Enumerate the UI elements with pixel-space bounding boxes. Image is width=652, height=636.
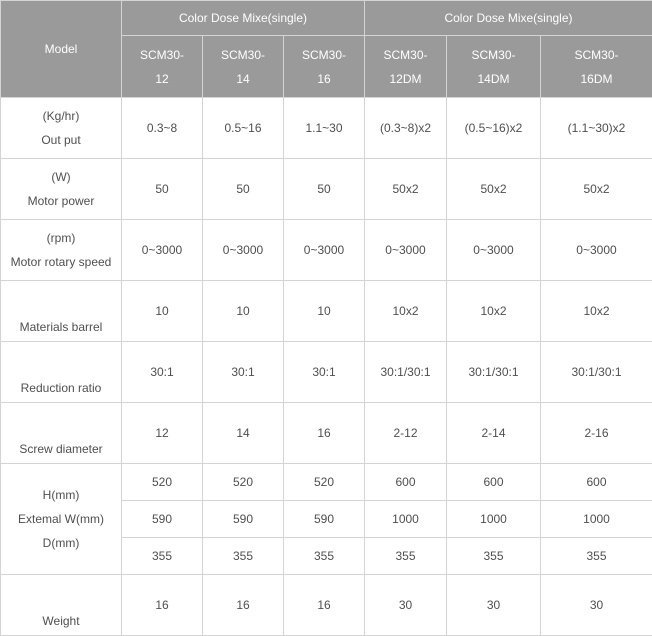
table-cell: 355: [365, 538, 447, 575]
row-screw: [1, 403, 652, 464]
table-cell: 2-14: [447, 403, 541, 464]
row-ratio: [1, 342, 652, 403]
row-speed: [1, 220, 652, 281]
table-cell: 0~3000: [541, 220, 652, 281]
model-name: SCM30- 16DM: [541, 36, 652, 98]
table-cell: 10x2: [447, 281, 541, 342]
table-cell: 600: [365, 464, 447, 501]
table-cell: 0~3000: [284, 220, 365, 281]
table-cell: 590: [203, 501, 284, 538]
table-cell: 590: [122, 501, 203, 538]
row-label: (W) Motor power: [1, 159, 122, 220]
table-cell: 14: [203, 403, 284, 464]
row-label: Materials barrel: [1, 281, 122, 342]
table-cell: 1000: [541, 501, 652, 538]
table-cell: 355: [541, 538, 652, 575]
row-label: Reduction ratio: [1, 342, 122, 403]
table-cell: 10x2: [541, 281, 652, 342]
row-label: (rpm) Motor rotary speed: [1, 220, 122, 281]
table-cell: 1000: [447, 501, 541, 538]
table-cell: 30:1/30:1: [541, 342, 652, 403]
group-header-1: Color Dose Mixe(single): [122, 1, 365, 36]
table-cell: 600: [541, 464, 652, 501]
table-cell: 50: [284, 159, 365, 220]
table-cell: 50: [122, 159, 203, 220]
row-external-h: [1, 464, 652, 501]
table-cell: 10: [284, 281, 365, 342]
table-cell: 30:1/30:1: [365, 342, 447, 403]
row-label: (Kg/hr) Out put: [1, 98, 122, 159]
header-group-row: [1, 1, 652, 36]
table-cell: 30:1: [284, 342, 365, 403]
table-cell: 50x2: [365, 159, 447, 220]
model-name: SCM30- 12: [122, 36, 203, 98]
table-cell: 355: [284, 538, 365, 575]
row-label: H(mm) Extemal W(mm) D(mm): [1, 464, 122, 575]
table-cell: 30: [541, 575, 652, 636]
table-cell: 0.5~16: [203, 98, 284, 159]
model-header: Model: [1, 1, 122, 98]
table-cell: 0~3000: [203, 220, 284, 281]
table-cell: 10: [203, 281, 284, 342]
table-cell: 16: [203, 575, 284, 636]
table-cell: 520: [284, 464, 365, 501]
table-cell: 16: [122, 575, 203, 636]
table-cell: 1000: [365, 501, 447, 538]
table-cell: 0.3~8: [122, 98, 203, 159]
table-cell: 30: [447, 575, 541, 636]
table-cell: 1.1~30: [284, 98, 365, 159]
row-output: [1, 98, 652, 159]
row-weight: [1, 575, 652, 636]
model-name: SCM30- 14: [203, 36, 284, 98]
table-cell: 2-16: [541, 403, 652, 464]
table-cell: (0.5~16)x2: [447, 98, 541, 159]
table-cell: 50: [203, 159, 284, 220]
table-cell: 10: [122, 281, 203, 342]
model-name: SCM30- 14DM: [447, 36, 541, 98]
table-cell: 50x2: [541, 159, 652, 220]
table-cell: 0~3000: [122, 220, 203, 281]
table-cell: 2-12: [365, 403, 447, 464]
table-cell: 30:1: [122, 342, 203, 403]
table-cell: 30:1: [203, 342, 284, 403]
table-cell: (1.1~30)x2: [541, 98, 652, 159]
table-cell: (0.3~8)x2: [365, 98, 447, 159]
table-cell: 30:1/30:1: [447, 342, 541, 403]
row-label: Screw diameter: [1, 403, 122, 464]
table-cell: 600: [447, 464, 541, 501]
row-power: [1, 159, 652, 220]
table-cell: 520: [122, 464, 203, 501]
table-cell: 520: [203, 464, 284, 501]
table-cell: 12: [122, 403, 203, 464]
row-label: Weight: [1, 575, 122, 636]
table-cell: 0~3000: [447, 220, 541, 281]
table-cell: 10x2: [365, 281, 447, 342]
table-cell: 590: [284, 501, 365, 538]
table-cell: 16: [284, 575, 365, 636]
model-name: SCM30- 16: [284, 36, 365, 98]
model-name: SCM30- 12DM: [365, 36, 447, 98]
table-cell: 355: [122, 538, 203, 575]
group-header-2: Color Dose Mixe(single): [365, 1, 652, 36]
table-cell: 50x2: [447, 159, 541, 220]
table-cell: 0~3000: [365, 220, 447, 281]
table-cell: 355: [203, 538, 284, 575]
table-cell: 16: [284, 403, 365, 464]
table-cell: 30: [365, 575, 447, 636]
row-barrel: [1, 281, 652, 342]
table-cell: 355: [447, 538, 541, 575]
